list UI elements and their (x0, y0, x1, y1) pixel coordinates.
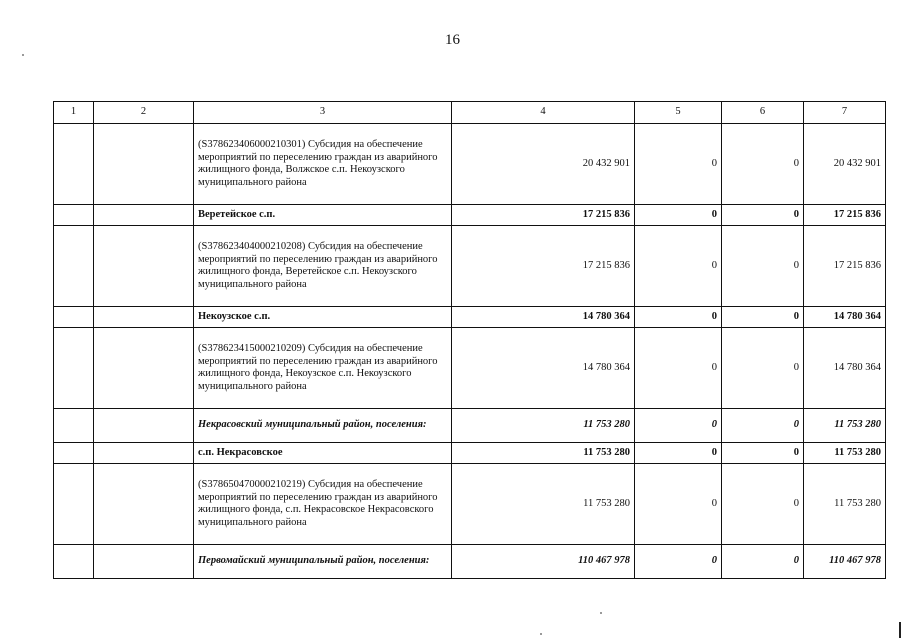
scan-speck (22, 54, 24, 56)
cell-amount-6: 0 (722, 409, 804, 443)
cell-c2 (94, 545, 194, 579)
table-row-nekouzskoe (54, 307, 886, 328)
cell-amount-total: 11 753 280 (452, 464, 635, 545)
scan-edge-mark (899, 622, 901, 638)
cell-amount-6: 0 (722, 443, 804, 464)
cell-amount-5: 0 (635, 226, 722, 307)
cell-description: Веретейское с.п. (194, 205, 452, 226)
column-header-2: 2 (94, 102, 194, 124)
page-number: 16 (445, 32, 460, 48)
table-row-subsidy-nekouzskoe (54, 328, 886, 409)
cell-amount-7: 14 780 364 (804, 307, 886, 328)
cell-amount-6: 0 (722, 328, 804, 409)
cell-amount-7: 20 432 901 (804, 124, 886, 205)
cell-amount-7: 11 753 280 (804, 464, 886, 545)
table-row-subsidy-volzhskoe (54, 124, 886, 205)
cell-description: Первомайский муниципальный район, поселения: (194, 545, 452, 579)
cell-c2 (94, 124, 194, 205)
column-header-1: 1 (54, 102, 94, 124)
cell-c1 (54, 307, 94, 328)
cell-description: Некрасовский муниципальный район, поселения: (194, 409, 452, 443)
table-row-pervomajsky-district (54, 545, 886, 579)
cell-c2 (94, 409, 194, 443)
cell-c2 (94, 464, 194, 545)
cell-amount-7: 11 753 280 (804, 409, 886, 443)
cell-description: (S378650470000210219) Субсидия на обеспечение мероприятий по переселению граждан из аварийного жилищного фонда, с.п. Некрасовское Некрасовского муниципального района (194, 464, 452, 545)
cell-amount-total: 17 215 836 (452, 205, 635, 226)
cell-amount-7: 110 467 978 (804, 545, 886, 579)
cell-c2 (94, 226, 194, 307)
cell-description: Некоузское с.п. (194, 307, 452, 328)
cell-c1 (54, 328, 94, 409)
cell-c2 (94, 205, 194, 226)
cell-c1 (54, 464, 94, 545)
cell-amount-7: 17 215 836 (804, 226, 886, 307)
cell-amount-total: 20 432 901 (452, 124, 635, 205)
cell-amount-5: 0 (635, 409, 722, 443)
cell-amount-6: 0 (722, 464, 804, 545)
cell-amount-6: 0 (722, 226, 804, 307)
cell-c1 (54, 545, 94, 579)
column-header-5: 5 (635, 102, 722, 124)
cell-amount-6: 0 (722, 205, 804, 226)
cell-amount-5: 0 (635, 545, 722, 579)
cell-description: (S378623406000210301) Субсидия на обеспечение мероприятий по переселению граждан из аварийного жилищного фонда, Волжское с.п. Некоузского муниципального района (194, 124, 452, 205)
cell-c2 (94, 443, 194, 464)
cell-description: с.п. Некрасовское (194, 443, 452, 464)
cell-c1 (54, 409, 94, 443)
cell-amount-5: 0 (635, 328, 722, 409)
cell-amount-7: 11 753 280 (804, 443, 886, 464)
cell-amount-total: 17 215 836 (452, 226, 635, 307)
cell-amount-5: 0 (635, 307, 722, 328)
cell-amount-7: 14 780 364 (804, 328, 886, 409)
table-row-subsidy-veretejskoe (54, 226, 886, 307)
cell-c1 (54, 226, 94, 307)
cell-amount-5: 0 (635, 124, 722, 205)
cell-c1 (54, 124, 94, 205)
column-header-7: 7 (804, 102, 886, 124)
column-header-4: 4 (452, 102, 635, 124)
cell-description: (S378623415000210209) Субсидия на обеспечение мероприятий по переселению граждан из аварийного жилищного фонда, Некоузское с.п. Некоузского муниципального района (194, 328, 452, 409)
cell-c1 (54, 443, 94, 464)
budget-table (53, 101, 886, 579)
scan-speck (540, 633, 542, 635)
cell-c2 (94, 307, 194, 328)
cell-amount-6: 0 (722, 545, 804, 579)
cell-amount-5: 0 (635, 205, 722, 226)
cell-amount-7: 17 215 836 (804, 205, 886, 226)
cell-amount-total: 14 780 364 (452, 328, 635, 409)
cell-amount-5: 0 (635, 443, 722, 464)
cell-amount-total: 110 467 978 (452, 545, 635, 579)
cell-amount-6: 0 (722, 124, 804, 205)
table-row-nekrasovskoe (54, 443, 886, 464)
cell-amount-total: 11 753 280 (452, 409, 635, 443)
cell-amount-5: 0 (635, 464, 722, 545)
table-header-row (54, 102, 886, 124)
table-row-veretejskoe (54, 205, 886, 226)
cell-amount-total: 14 780 364 (452, 307, 635, 328)
cell-amount-total: 11 753 280 (452, 443, 635, 464)
cell-c2 (94, 328, 194, 409)
column-header-3: 3 (194, 102, 452, 124)
cell-description: (S378623404000210208) Субсидия на обеспечение мероприятий по переселению граждан из аварийного жилищного фонда, Веретейское с.п. Некоузского муниципального района (194, 226, 452, 307)
cell-c1 (54, 205, 94, 226)
scan-speck (600, 612, 602, 614)
table-row-nekrasovsky-district (54, 409, 886, 443)
table-row-subsidy-nekrasovskoe (54, 464, 886, 545)
cell-amount-6: 0 (722, 307, 804, 328)
column-header-6: 6 (722, 102, 804, 124)
